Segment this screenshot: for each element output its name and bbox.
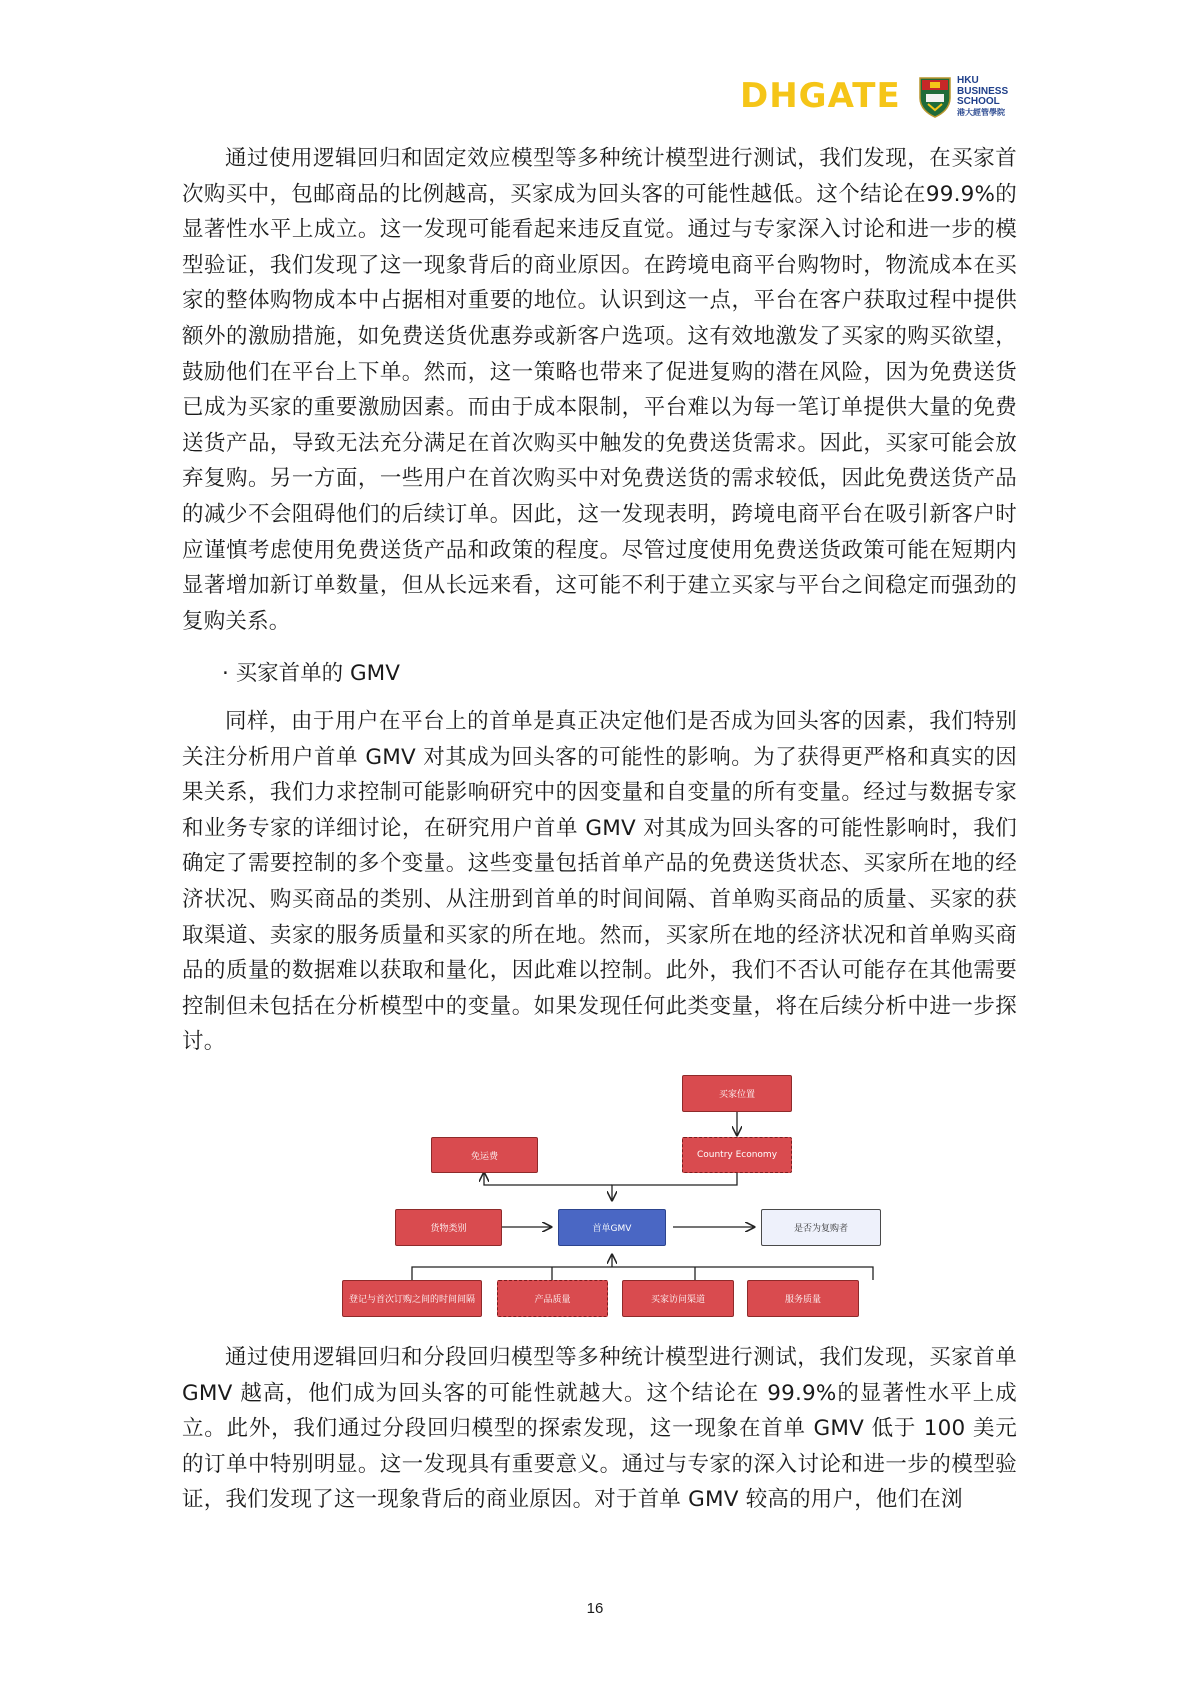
section-heading-first-order-gmv: · 买家首单的 GMV bbox=[222, 661, 400, 686]
node-is-repurchaser: 是否为复购者 bbox=[761, 1209, 881, 1246]
node-buyer-location: 买家位置 bbox=[682, 1075, 792, 1112]
dhgate-logo: DHGATE bbox=[740, 76, 901, 116]
node-first-order-gmv: 首单GMV bbox=[558, 1209, 666, 1246]
hku-logo-line: HKU bbox=[957, 75, 979, 86]
hku-logo-line: SCHOOL bbox=[957, 96, 1000, 107]
hku-business-school-logo-text bbox=[957, 76, 1008, 118]
hku-crest-icon bbox=[918, 76, 952, 118]
edge-merge-to-free-shipping bbox=[484, 1173, 612, 1185]
edge-bottom-bus bbox=[412, 1267, 873, 1280]
node-free-shipping: 免运费 bbox=[431, 1137, 538, 1173]
edge-economy-to-gmv bbox=[612, 1172, 737, 1200]
paragraph-gmv-control-variables: 同样，由于用户在平台上的首单是真正决定他们是否成为回头客的因素，我们特别关注分析用户首单 GMV 对其成为回头客的可能性的影响。为了获得更严格和真实的因果关系，我们力求控制可能影响研究中的因变量和自变量的所有变量。经过与数据专家和业务专家的详细讨论，在研究用户首单 GMV 对其成为回头客的可能性影响时，我们确定了需要控制的多个变量。这些变量包括首单产品的免费送货状态、买家所在地的经济状况、购买商品的类别、从注册到首单的时间间隔、首单购买商品的质量、买家的获取渠道、卖家的服务质量和买家的所在地。然而，买家所在地的经济状况和首单购买商品的质量的数据难以获取和量化，因此难以控制。此外，我们不否认可能存在其他需要控制但未包括在分析模型中的变量。如果发现任何此类变量，将在后续分析中进一步探讨。 bbox=[182, 709, 1017, 1055]
node-registration-to-first-order-interval: 登记与首次订购之间的时间间隔 bbox=[342, 1280, 482, 1317]
header-logos bbox=[740, 74, 1040, 124]
hku-logo-line: BUSINESS bbox=[957, 85, 1009, 97]
paragraph-gmv-finding: 通过使用逻辑回归和分段回归模型等多种统计模型进行测试，我们发现，买家首单 GMV 越高，他们成为回头客的可能性就越大。这个结论在 99.9%的显著性水平上成立。此外，我们通过分段回归模型的探索发现，这一现象在首单 GMV 低于 100 美元的订单中特别明显。这一发现具有重要意义。通过与专家的深入讨论和进一步的模型验证，我们发现了这一现象背后的商业原因。对于首单 GMV 较高的用户，他们在浏 bbox=[182, 1345, 1017, 1513]
paragraph-free-shipping-finding: 通过使用逻辑回归和固定效应模型等多种统计模型进行测试，我们发现，在买家首次购买中，包邮商品的比例越高，买家成为回头客的可能性越低。这个结论在99.9%的显著性水平上成立。这一发现可能看起来违反直觉。通过与专家深入讨论和进一步的模型验证，我们发现了这一现象背后的商业原因。在跨境电商平台购物时，物流成本在买家的整体购物成本中占据相对重要的地位。认识到这一点，平台在客户获取过程中提供额外的激励措施，如免费送货优惠券或新客户选项。这有效地激发了买家的购买欲望，鼓励他们在平台上下单。然而，这一策略也带来了促进复购的潜在风险，因为免费送货已成为买家的重要激励因素。而由于成本限制，平台难以为每一笔订单提供大量的免费送货产品，导致无法充分满足在首次购买中触发的免费送货需求。因此，买家可能会放弃复购。另一方面，一些用户在首次购买中对免费送货的需求较低，因此免费送货产品的减少不会阻碍他们的后续订单。因此，这一发现表明，跨境电商平台在吸引新客户时应谨慎考虑使用免费送货产品和政策的程度。尽管过度使用免费送货政策可能在短期内显著增加新订单数量，但从长远来看，这可能不利于建立买家与平台之间稳定而强劲的复购关系。 bbox=[182, 146, 1017, 634]
node-product-quality: 产品质量 bbox=[497, 1280, 608, 1317]
causal-diagram bbox=[180, 1075, 1020, 1335]
node-buyer-access-channel: 买家访问渠道 bbox=[622, 1280, 734, 1317]
hku-logo-line: 港大經管學院 bbox=[957, 107, 1005, 117]
node-country-economy: Country Economy bbox=[682, 1137, 792, 1173]
page-number: 16 bbox=[586, 1600, 604, 1617]
node-service-quality: 服务质量 bbox=[747, 1280, 859, 1317]
node-goods-category: 货物类别 bbox=[395, 1209, 502, 1246]
